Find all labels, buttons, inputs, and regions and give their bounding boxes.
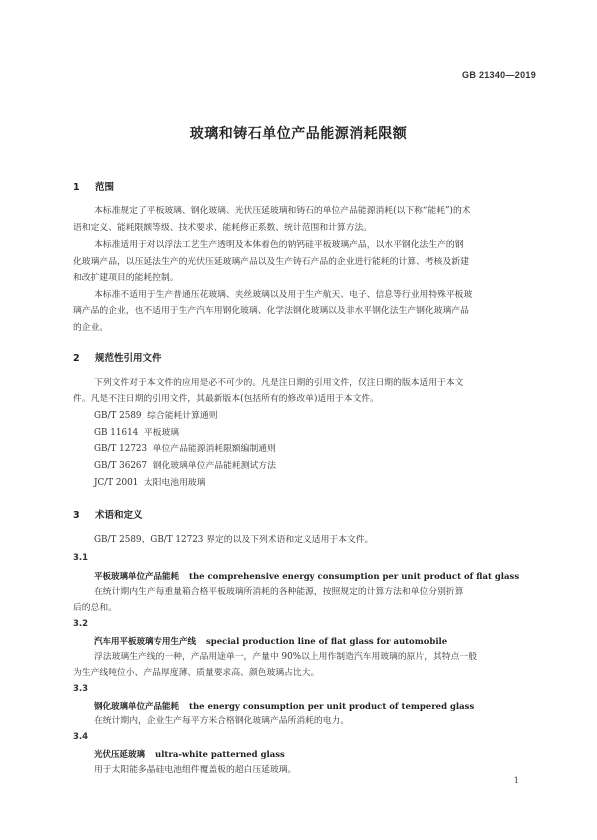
section-title: 范围 (95, 182, 115, 193)
standard-code: GB 21340—2019 (462, 70, 536, 80)
paragraph-line: 语和定义、能耗限额等级、技术要求、能耗修正系数、统计范围和计算方法。 (73, 223, 373, 233)
reference-item (94, 478, 205, 489)
reference-code: GB/T 2589 (94, 411, 142, 421)
term-zh: 钢化玻璃单位产品能耗 (94, 702, 180, 712)
section-heading-normative-references (73, 350, 162, 364)
section-heading-scope (73, 179, 114, 193)
reference-code: GB/T 36267 (94, 461, 148, 471)
section-number: 2 (73, 353, 80, 364)
paragraph-line: 下列文件对于本文件的应用是必不可少的。凡是注日期的引用文件，仅注日期的版本适用于本文 (94, 378, 464, 388)
term-en: ultra-white patterned glass (155, 750, 285, 760)
reference-title: 太阳电池用玻璃 (143, 478, 206, 488)
term-heading (94, 635, 447, 647)
reference-item (94, 461, 276, 472)
definition-line: 用于太阳能多晶硅电池组件覆盖板的超白压延玻璃。 (94, 765, 297, 775)
reference-code: JC/T 2001 (94, 478, 139, 488)
section-title: 术语和定义 (95, 510, 143, 521)
term-number: 3.4 (73, 732, 89, 742)
term-zh: 汽车用平板玻璃专用生产线 (94, 637, 197, 647)
document-title: 玻璃和铸石单位产品能源消耗限额 (189, 126, 408, 142)
terms-intro: GB/T 2589、GB/T 12723 界定的以及下列术语和定义适用于本文件。 (94, 535, 374, 545)
paragraph-line: 和改扩建项目的能耗控制。 (73, 273, 179, 283)
reference-title: 单位产品能源消耗限额编制通则 (152, 444, 276, 454)
paragraph-line: 的企业。 (73, 323, 109, 333)
paragraph-line: 璃产品的企业，也不适用于生产汽车用钢化玻璃、化学法钢化玻璃以及非水平钢化法生产钢化玻璃产品 (73, 306, 469, 316)
term-heading (94, 748, 285, 760)
reference-item (94, 411, 218, 422)
term-zh: 平板玻璃单位产品能耗 (94, 572, 180, 582)
definition-line: 在统计期内，企业生产每平方米合格钢化玻璃产品所消耗的电力。 (94, 716, 350, 726)
section-number: 3 (73, 510, 80, 521)
term-en: the comprehensive energy consumption per unit product of flat glass (189, 572, 520, 582)
term-number: 3.2 (73, 619, 89, 629)
term-en: the energy consumption per unit product of tempered glass (189, 702, 475, 712)
paragraph-line: 本标准规定了平板玻璃、钢化玻璃、光伏压延玻璃和铸石的单位产品能源消耗(以下称“能耗”)的术 (94, 206, 471, 216)
reference-title: 综合能耗计算通则 (147, 411, 218, 421)
term-number: 3.1 (73, 553, 89, 563)
reference-item (94, 444, 276, 455)
term-zh: 光伏压延玻璃 (94, 750, 146, 760)
definition-line: 在统计期内生产每重量箱合格平板玻璃所消耗的各种能源，按照规定的计算方法和单位分别折算 (94, 587, 464, 597)
paragraph-line: 化玻璃产品，以压延法生产的光伏压延玻璃产品以及生产铸石产品的企业进行能耗的计算、考核及新建 (73, 257, 469, 267)
term-heading (94, 570, 519, 582)
paragraph-line: 件。凡是不注日期的引用文件，其最新版本(包括所有的修改单)适用于本文件。 (73, 394, 379, 404)
term-number: 3.3 (73, 684, 89, 694)
reference-item (94, 428, 179, 439)
page-number: 1 (513, 776, 519, 786)
section-heading-terms-definitions (73, 507, 143, 521)
paragraph-line: 本标准适用于对以浮法工艺生产透明及本体着色的钠钙硅平板玻璃产品，以水平钢化法生产的钢 (94, 240, 464, 250)
term-heading (94, 700, 474, 712)
term-en: special production line of flat glass for automobile (206, 637, 448, 647)
reference-code: GB 11614 (94, 428, 139, 438)
reference-code: GB/T 12723 (94, 444, 148, 454)
section-title: 规范性引用文件 (95, 353, 162, 364)
definition-line: 后的总和。 (73, 603, 117, 613)
section-number: 1 (73, 182, 80, 193)
definition-line: 浮法玻璃生产线的一种，产品用途单一，产量中 90%以上用作制造汽车用玻璃的原片，其特点一般 (94, 652, 478, 662)
paragraph-line: 本标准不适用于生产普通压花玻璃、夹丝玻璃以及用于生产航天、电子、信息等行业用特殊平板玻 (94, 290, 473, 300)
definition-line: 为生产线吨位小、产品厚度薄、质量要求高、颜色玻璃占比大。 (73, 668, 320, 678)
reference-title: 平板玻璃 (143, 428, 180, 438)
reference-title: 钢化玻璃单位产品能耗测试方法 (152, 461, 276, 471)
